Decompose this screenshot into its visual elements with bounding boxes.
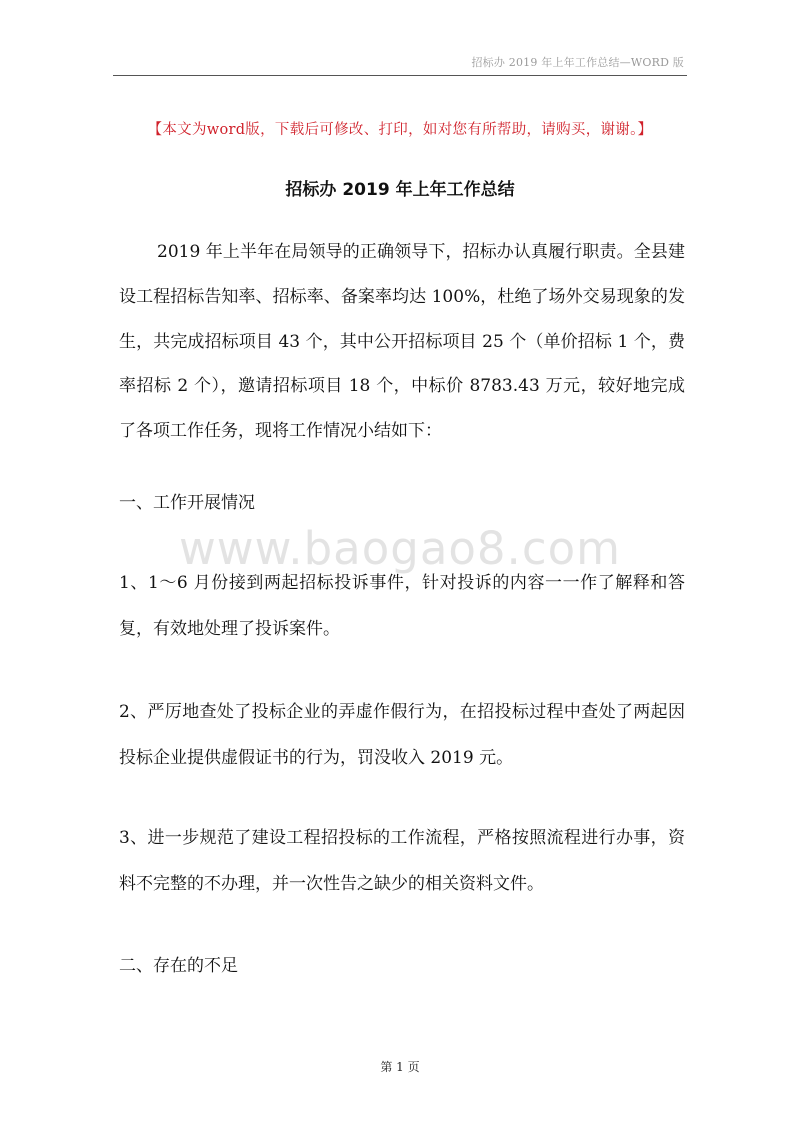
document-title: 招标办 2019 年上年工作总结 [285,180,515,200]
section-heading-work-progress: 一、工作开展情况 [119,493,255,513]
page-number: 第 1 页 [380,1060,420,1074]
intro-paragraph: 2019 年上半年在局领导的正确领导下，招标办认真履行职责。全县建设工程招标告知率、招标率、备案率均达 100%，杜绝了场外交易现象的发生，共完成招标项目 43 个，其中公开招标项目 25 个（单价招标 1 个，费率招标 2 个），邀请招标项目 18 个，中标价 8783.43 万元，较好地完成了各项工作任务，现将工作情况小结如下： [119,242,685,442]
section-heading-shortcomings: 二、存在的不足 [119,956,238,976]
header-divider [113,75,687,76]
download-notice: 【本文为word版，下载后可修改、打印，如对您有所帮助，请购买，谢谢。】 [147,122,653,138]
work-item-2: 2、严厉地查处了投标企业的弄虚作假行为，在招投标过程中查处了两起因投标企业提供虚假证书的行为，罚没收入 2019 元。 [119,702,685,768]
watermark-text: www.baogao8.com [179,522,621,575]
page-header-title: 招标办 2019 年上年工作总结—WORD 版 [471,56,684,69]
work-item-3: 3、进一步规范了建设工程招投标的工作流程，严格按照流程进行办事，资料不完整的不办理，并一次性告之缺少的相关资料文件。 [119,828,685,894]
work-item-1: 1、1～6 月份接到两起招标投诉事件，针对投诉的内容一一作了解释和答复，有效地处理了投诉案件。 [119,573,685,639]
